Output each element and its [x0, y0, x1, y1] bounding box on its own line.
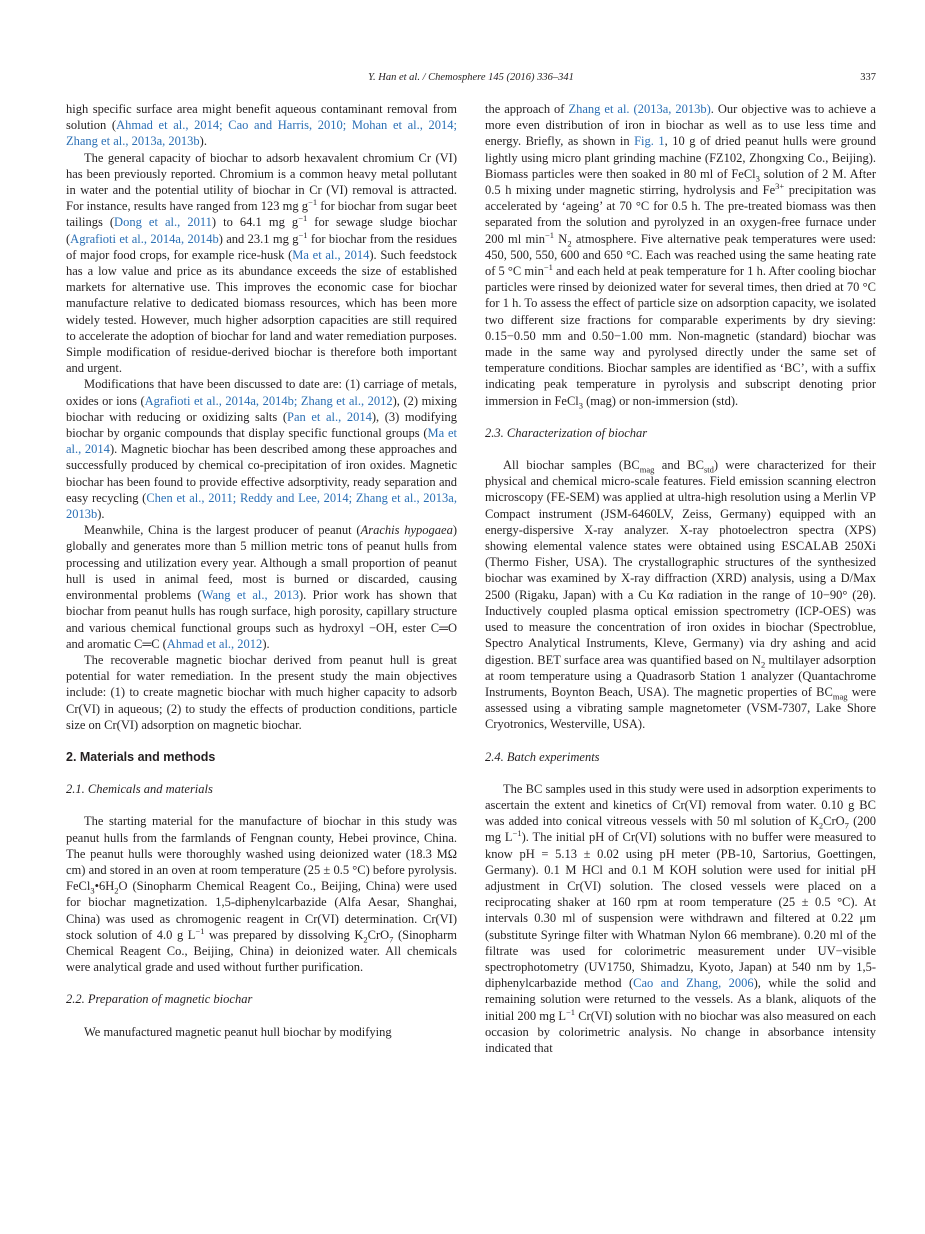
page-number: 337 [860, 72, 876, 83]
paragraph: high specific surface area might benefit aqueous contaminant removal from solution (Ahmad et al., 2014; Cao and Harris, 2010; Mohan et al., 2014; Zhang et al., 2013a, 2013b). [66, 102, 458, 149]
paragraph: The starting material for the manufacture of biochar in this study was peanut hulls from the farmlands of Fengnan county, Hebei province, China. The peanut hulls were thoroughly washed using deionized water (18.3 MΩ cm) and stored in an oven at room temperature (25 ± 0.5 °C) before pyrolysis. $FeCl_3•6H_2O$ (Sinopharm Chemical Reagent Co., Beijing, China) were used for biochar magnetization. 1,5-diphenylcarbazide (Alfa Aesar, Shanghai, China) was used as chromogenic reagent in Cr(VI) determination. Cr(VI) stock solution of 4.0 g $L^{-1}$ was prepared by dissolving $K_2CrO_7$ (Sinopharm Chemical Reagent Co., Beijing, China) in deionized water. All chemicals were analytical grade and used without further purification. [66, 814, 457, 975]
paragraph: Meanwhile, China is the largest producer of peanut (Arachis hypogaea) globally and generates more than 5 million metric tons of peanut hulls from processing and utilization every year. Although a small proportion of peanut hull is used in animal feed, most is burned or discarded, causing environmental problems (Wang et al., 2013). Prior work has shown that biochar from peanut hulls has rough surface, high porosity, capillary structure and various chemical functional groups such as hydroxyl −OH, ester C═O and aromatic C═C (Ahmad et al., 2012). [66, 523, 458, 651]
subsection-heading: 2.2. Preparation of magnetic biochar [66, 992, 253, 1007]
citation-link[interactable]: Pan et al., 2014 [287, 409, 372, 424]
left-column [66, 101, 457, 1040]
citation-link[interactable]: Chen et al., 2011; Reddy and Lee, 2014; Zhang et al., 2013a, 2013b [66, 490, 457, 522]
paragraph: All biochar samples ($BC_{mag}$ and $BC_{std}$) were characterized for their physical and chemical micro-scale features. Field emission scanning electron microscopy (FE-SEM) was applied at ultra-high resolution using a Merlin VP Compact instrument (JSM-6460LV, Zeiss, Germany) equipped with an energy-dispersive X-ray analyzer. X-ray photoelectron spectra (XPS) showing elemental valence states were obtained using ESCALAB 250Xi (Thermo Fisher, USA). The crystallographic structures of the synthesized biochar was examined by X-ray diffraction (XRD) analysis, using a D/Max 2500 (Rigaku, Japan) with a Cu Kα radiation in the range of 10−90° (2θ). Inductively coupled plasma optical emission spectrometry (ICP-OES) was used to measure the concentration of iron oxides in biochar (Spectroblue, Spectro Analytical Instruments, Kleve, Germany) via dry ashing and acid digestion. BET surface area was quantified based on $N_2$ multilayer adsorption at room temperature using a Quadrasorb Station 1 analyzer (Quantachrome Instruments, Boynton Beach, USA). The magnetic properties of $BC_{mag}$ were assessed using a vibrating sample magnetometer (VSM-7307, Lake Shore Cryotronics, Westerville, USA). [485, 458, 876, 732]
citation-link[interactable]: Zhang et al. (2013a, 2013b) [568, 102, 711, 116]
paragraph: the approach of Zhang et al. (2013a, 2013b). Our objective was to achieve a more even distribution of iron in biochar as well as to use less time and energy. Briefly, as shown in Fig. 1, 10 g of dried peanut hulls were ground lightly using micro plant grinding machine (FZ102, Zhongxing Co., Beijing). Biomass particles were then soaked in 80 ml of FeCl$_3$ solution of 2 M. After 0.5 h mixing under magnetic stirring, hydrolysis and $Fe^{3+}$ precipitation was accelerated by ‘ageing’ at 70 °C for 0.5 h. The pre-treated biomass was then separated from the solution and pyrolyzed in an oxygen-free furnace under 200 ml $\min^{-1} N_2$ atmosphere. Five alternative peak temperatures were used: 450, 500, 550, 600 and 650 °C. Each was reached using the same heating rate of 5 °C $\min^{-1}$ and each held at peak temperature for 1 h. After cooling biochar particles were rinsed by deionized water for several times, then dried at 70 °C for 1 h. To assess the effect of particle size on adsorption capacity, we isolated two different size fractions for comparable experiments by dry sieving: 0.15−0.50 mm and 0.50−1.00 mm. Non-magnetic (standard) biochar was made in the same way and pyrolysed directly under the same set of temperature conditions. Biochar samples are identified as ‘BC’, with a suffix indicating peak temperature in pyrolysis and subscript denoting prior immersion in FeCl$_3$ (mag) or non-immersion (std). [485, 102, 877, 411]
subsection-heading: 2.3. Characterization of biochar [485, 425, 648, 440]
citation-link[interactable]: Ma et al., 2014 [66, 426, 457, 457]
citation-link[interactable]: Wang et al., 2013 [201, 588, 299, 603]
citation-link[interactable]: Cao and Zhang, 2006 [633, 976, 754, 991]
section-heading: 2. Materials and methods [66, 749, 216, 764]
citation-link[interactable]: Dong et al., 2011 [114, 215, 212, 230]
citation-link[interactable]: Agrafioti et al., 2014a, 2014b [70, 231, 219, 246]
paragraph: Modifications that have been discussed to date are: (1) carriage of metals, oxides or ions (Agrafioti et al., 2014a, 2014b; Zhang et al., 2012), (2) mixing biochar with reducing or oxidizing salts (Pan et al., 2014), (3) modifying biochar by organic compounds that display specific functional groups (Ma et al., 2014). Magnetic biochar has been described among these approaches and successfully produced by chemical co-precipitation of iron oxides. Magnetic biochar has been found to provide effective adsorptivity, ready separation and easy recycling (Chen et al., 2011; Reddy and Lee, 2014; Zhang et al., 2013a, 2013b). [66, 377, 457, 522]
citation-link[interactable]: Ma et al., 2014 [292, 247, 370, 262]
running-head: Y. Han et al. / Chemosphere 145 (2016) 336–341 [368, 72, 574, 83]
citation-link[interactable]: Ahmad et al., 2014; Cao and Harris, 2010; Mohan et al., 2014; Zhang et al., 2013a, 2013b [66, 118, 458, 149]
figure-link[interactable]: Fig. 1 [634, 134, 665, 149]
paragraph: The BC samples used in this study were used in adsorption experiments to ascertain the extent and kinetics of Cr(VI) removal from water. 0.10 g BC was added into conical vitreous vessels with 50 ml solution of $K_2CrO_7$ (200 mg $L^{-1}$). The initial pH of Cr(VI) solutions with no buffer were measured to know pH = 5.13 ± 0.02 using pH meter (PB-10, Sartorius, Goettingen, Germany). 0.1 M HCl and 0.1 M KOH solution were used for initial pH adjustment in Cr(VI) solution. The closed vessels were placed on a reciprocating shaker at 160 rpm at room temperature (25 ± 0.5 °C). At intervals 0.30 ml of suspension were withdrawn and filtered at 0.22 μm (substitute Syringe filter with Whatman Nylon 66 membrane). 0.20 ml of the filtrate was used for colorimetric measurement under UV−visible spectrophotometry (UV1750, Shimadzu, Kyoto, Japan) at 540 nm by 1,5-diphenylcarbazide method (Cao and Zhang, 2006), while the solid and remaining solution were returned to the vessels. As a blank, aliquots of the initial 200 mg $L^{-1}$ Cr(VI) solution with no biochar was also measured on each occasion by colorimetric analysis. No change in absorbance intensity indicated that [485, 781, 877, 1055]
paragraph: The recoverable magnetic biochar derived from peanut hull is great potential for water remediation. In the present study the main objectives include: (1) to create magnetic biochar with much higher capacity to adsorb Cr(VI) in aqueous; (2) to study the effects of production conditions, particle size on Cr(VI) adsorption on magnetic biochar. [66, 652, 457, 732]
page-header [66, 72, 876, 88]
subsection-heading: 2.1. Chemicals and materials [66, 782, 213, 797]
subsection-heading: 2.4. Batch experiments [485, 749, 600, 764]
citation-link[interactable]: Ahmad et al., 2012 [166, 636, 263, 651]
right-column [485, 101, 876, 1056]
citation-link[interactable]: Agrafioti et al., 2014a, 2014b; Zhang et al., 2012 [144, 393, 393, 408]
paragraph: The general capacity of biochar to adsorb hexavalent chromium Cr (VI) has been previously reported. Chromium is a common heavy metal pollutant in water and the potential utility of biochar in Cr (VI) removal is attracted. For instance, results have ranged from 123 mg $g^{-1}$ for biochar from sugar beet tailings (Dong et al., 2011) to 64.1 mg $g^{-1}$ for sewage sludge biochar (Agrafioti et al., 2014a, 2014b) and 23.1 mg $g^{-1}$ for biochar from the residues of major food crops, for example rice-husk (Ma et al., 2014). Such feedstock has a low value and price as its abundance exceeds the size of established markets for alternative use. This improves the economic case for biochar manufacture relative to dedicated biomass resources, which has been more widely tested. However, much higher adsorption capacities are still required to accelerate the adoption of biochar for land and water remediation purposes. Simple modification of residue-derived biochar is therefore both important and urgent. [66, 150, 458, 376]
paragraph: We manufactured magnetic peanut hull biochar by modifying [84, 1024, 392, 1039]
